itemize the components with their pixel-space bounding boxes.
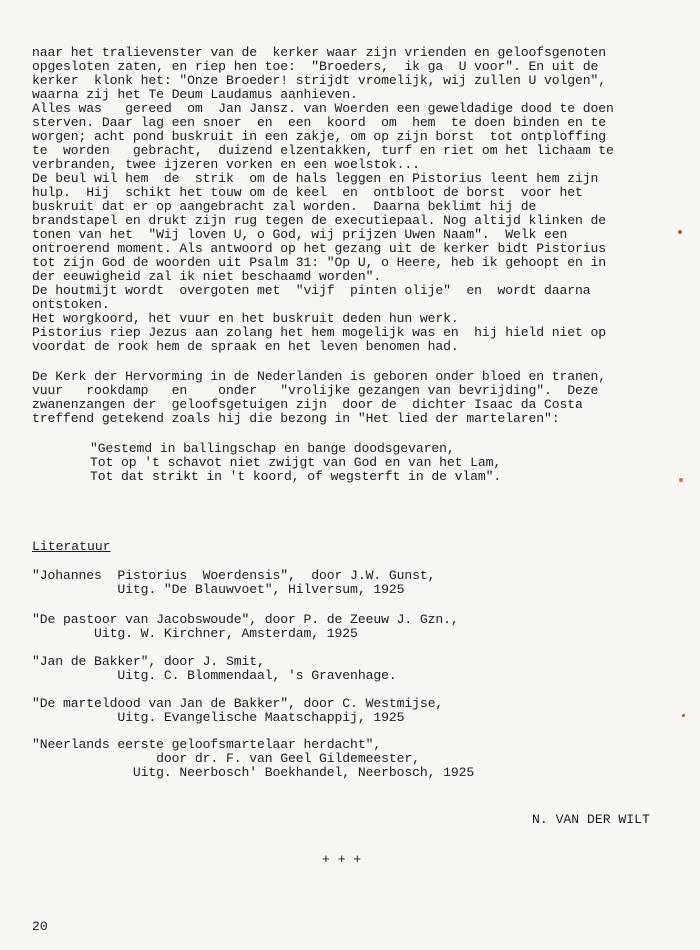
paragraph-line: waarna zij het Te Deum Laudamus aanhieven. (32, 87, 358, 102)
paragraph-line: ontstoken. (32, 297, 110, 312)
reference-publisher: Uitg. Neerbosch' Boekhandel, Neerbosch, 1925 (32, 765, 475, 780)
paragraph-line: worgen; acht pond buskruit in een zakje, om op zijn borst tot ontploffing (32, 129, 607, 144)
poem-line: Tot dat strikt in 't koord, of wegsterft in de vlam". (90, 469, 502, 484)
paragraph-line: tonen van het "Wij loven U, o God, wij prijzen Uwen Naam". Welk een (32, 227, 568, 242)
reference-3 (32, 655, 672, 683)
page-number: 20 (32, 919, 48, 934)
paragraph-line: treffend getekend zoals hij die bezong in "Het lied der martelaren": (32, 411, 560, 426)
paragraph-line: voordat de rook hem de spraak en het leven benomen had. (32, 339, 459, 354)
paragraph-line: opgesloten zaten, en riep hen toe: "Broeders, ik ga U voor". En uit de (32, 59, 599, 74)
paragraph-line: sterven. Daar lag een snoer en een koord om hem te doen binden en te (32, 115, 607, 130)
poem-line: "Gestemd in ballingschap en bange doodsgevaren, (90, 441, 455, 456)
ink-speck (682, 714, 685, 717)
reference-title: "Neerlands eerste geloofsmartelaar herdacht", (32, 737, 382, 752)
paragraph-line: De beul wil hem de strik om de hals leggen en Pistorius leent hem zijn (32, 171, 599, 186)
reference-title: "Johannes Pistorius Woerdensis", door J.W. Gunst, (32, 568, 436, 583)
author-signature: N. VAN DER WILT (532, 812, 650, 827)
paragraph-line: De Kerk der Hervorming in de Nederlanden is geboren onder bloed en tranen, (32, 369, 607, 384)
paragraph-line: Alles was gereed om Jan Jansz. van Woerden een geweldadige dood te doen (32, 101, 614, 116)
reference-title: "De marteldood van Jan de Bakker", door C. Westmijse, (32, 696, 444, 711)
paragraph-line: kerker klonk het: "Onze Broeder! strijdt vromelijk, wij zullen U volgen", (32, 73, 607, 88)
paragraph-line: vuur rookdamp en onder "vrolijke gezangen van bevrijding". Deze (32, 383, 599, 398)
reference-5 (32, 738, 672, 780)
reference-publisher: Uitg. Evangelische Maatschappij, 1925 (32, 710, 405, 725)
paragraph-line: brandstapel en drukt zijn rug tegen de executiepaal. Nog altijd klinken de (32, 213, 607, 228)
reference-4 (32, 697, 672, 725)
section-separator: + + + (322, 852, 362, 867)
paragraph-line: tot zijn God de woorden uit Psalm 31: "Op U, o Heere, heb ik gehoopt en in (32, 255, 607, 270)
ink-speck (679, 478, 683, 482)
reference-publisher: Uitg. W. Kirchner, Amsterdam, 1925 (32, 626, 358, 641)
paragraph-line: naar het tralievenster van de kerker waar zijn vrienden en geloofsgenoten (32, 45, 607, 60)
paragraph-line: verbranden, twee ijzeren vorken en een woelstok... (32, 157, 420, 172)
paragraph-line: hulp. Hij schikt het touw om de keel en ontbloot de borst voor het (32, 185, 583, 200)
paragraph-line: De houtmijt wordt overgoten met "vijf pinten olije" en wordt daarna (32, 283, 591, 298)
reference-publisher: Uitg. C. Blommendaal, 's Gravenhage. (32, 668, 397, 683)
poem-quote (32, 442, 672, 484)
body-paragraph-2 (32, 370, 672, 426)
reference-title: "Jan de Bakker", door J. Smit, (32, 654, 265, 669)
ink-speck (678, 230, 682, 234)
paragraph-line: der eeuwigheid zal ik niet beschaamd worden". (32, 269, 382, 284)
poem-line: Tot op 't schavot niet zwijgt van God en van het Lam, (90, 455, 502, 470)
paragraph-line: Het worgkoord, het vuur en het buskruit deden hun werk. (32, 311, 459, 326)
paragraph-line: ontroerend moment. Als antwoord op het gezang uit de kerker bidt Pistorius (32, 241, 607, 256)
reference-publisher: Uitg. "De Blauwvoet", Hilversum, 1925 (32, 582, 405, 597)
paragraph-line: Pistorius riep Jezus aan zolang het hem mogelijk was en hij hield niet op (32, 325, 607, 340)
reference-2 (32, 613, 672, 641)
body-paragraph-1 (32, 46, 672, 354)
paragraph-line: zwanenzangen der geloofsgetuigen zijn door de dichter Isaac da Costa (32, 397, 583, 412)
paragraph-line: buskruit dat er op aangebracht zal worden. Daarna beklimt hij de (32, 199, 537, 214)
reference-1 (32, 569, 672, 597)
reference-author: door dr. F. van Geel Gildemeester, (32, 751, 420, 766)
reference-title: "De pastoor van Jacobswoude", door P. de Zeeuw J. Gzn., (32, 612, 459, 627)
literature-heading: Literatuur (32, 539, 111, 554)
paragraph-line: te worden gebracht, duizend elzentakken, turf en riet om het lichaam te (32, 143, 614, 158)
